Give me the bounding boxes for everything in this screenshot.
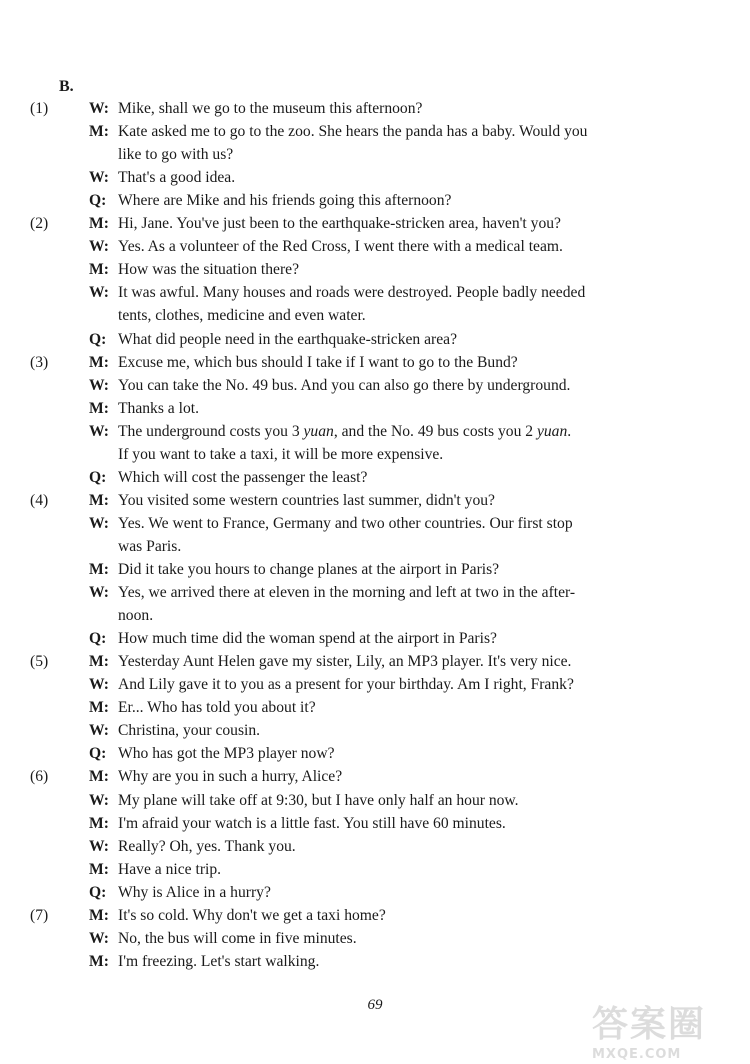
speaker-label: W:: [89, 722, 109, 740]
dialogue-text: noon.: [118, 607, 154, 625]
dialogue-number: (6): [30, 768, 49, 786]
speaker-label: M:: [89, 353, 109, 371]
dialogue-text: Have a nice trip.: [118, 860, 222, 878]
speaker-label: M:: [89, 491, 109, 509]
dialogue-text: How was the situation there?: [118, 261, 300, 279]
dialogue-text: It was awful. Many houses and roads were destroyed. People badly needed: [118, 284, 586, 302]
speaker-label: W:: [89, 100, 109, 117]
dialogue-number: (1): [30, 100, 49, 117]
dialogue-text: It's so cold. Why don't we get a taxi home?: [118, 906, 386, 924]
speaker-label: Q:: [89, 630, 107, 648]
dialogue-text: Who has got the MP3 player now?: [118, 745, 335, 763]
speaker-label: W:: [89, 284, 109, 302]
speaker-label: M:: [89, 699, 109, 717]
watermark-logo: [592, 996, 742, 1062]
dialogue-number: (2): [30, 215, 49, 233]
speaker-label: M:: [89, 768, 109, 786]
dialogue-number: (4): [30, 491, 49, 509]
speaker-label: W:: [89, 376, 109, 394]
dialogue-text: Yes. We went to France, Germany and two other countries. Our first stop: [118, 514, 573, 532]
dialogue-text: Christina, your cousin.: [118, 722, 261, 740]
speaker-label: W:: [89, 791, 109, 809]
dialogue-text: I'm afraid your watch is a little fast. You still have 60 minutes.: [118, 814, 506, 832]
dialogue-text: Er... Who has told you about it?: [118, 699, 316, 717]
speaker-label: Q:: [89, 192, 107, 210]
speaker-label: M:: [89, 952, 109, 970]
dialogue-text: You can take the No. 49 bus. And you can also go there by underground.: [118, 376, 571, 394]
speaker-label: M:: [89, 123, 109, 141]
dialogue-text: tents, clothes, medicine and even water.: [118, 307, 366, 325]
dialogue-number: (3): [30, 353, 49, 371]
speaker-label: Q:: [89, 330, 107, 348]
speaker-label: M:: [89, 860, 109, 878]
speaker-label: M:: [89, 261, 109, 279]
dialogue-text: was Paris.: [118, 537, 182, 555]
dialogue-text: My plane will take off at 9:30, but I have only half an hour now.: [118, 791, 519, 809]
dialogue-text: The underground costs you 3 yuan, and the No. 49 bus costs you 2 yuan.: [118, 422, 572, 440]
dialogue-number: (7): [30, 906, 49, 924]
dialogue-text: like to go with us?: [118, 146, 234, 164]
speaker-label: M:: [89, 653, 109, 671]
dialogue-text: You visited some western countries last summer, didn't you?: [118, 491, 495, 509]
dialogue-number: (5): [30, 653, 49, 671]
dialogue-text: If you want to take a taxi, it will be more expensive.: [118, 445, 444, 463]
dialogue-text: Mike, shall we go to the museum this afternoon?: [118, 100, 423, 117]
speaker-label: M:: [89, 399, 109, 417]
watermark-text: 答案圈: [592, 1004, 707, 1045]
speaker-label: Q:: [89, 745, 107, 763]
speaker-label: Q:: [89, 883, 107, 901]
speaker-label: Q:: [89, 468, 107, 486]
dialogue-text: Why are you in such a hurry, Alice?: [118, 768, 343, 786]
speaker-label: M:: [89, 215, 109, 233]
speaker-label: M:: [89, 561, 109, 578]
speaker-label: W:: [89, 676, 109, 694]
dialogue-text: Yes. As a volunteer of the Red Cross, I went there with a medical team.: [118, 238, 563, 256]
dialogue-text: That's a good idea.: [118, 169, 236, 187]
dialogue-text: How much time did the woman spend at the airport in Paris?: [118, 630, 497, 648]
dialogue-text: Thanks a lot.: [118, 399, 199, 417]
dialogue-text: I'm freezing. Let's start walking.: [118, 952, 320, 970]
dialogue-text: Yesterday Aunt Helen gave my sister, Lily, an MP3 player. It's very nice.: [118, 653, 572, 671]
speaker-label: W:: [89, 238, 109, 256]
dialogue-text: Which will cost the passenger the least?: [118, 468, 368, 486]
speaker-label: W:: [89, 837, 109, 855]
dialogue-text: What did people need in the earthquake-stricken area?: [118, 330, 457, 348]
dialogue-text: Did it take you hours to change planes at the airport in Paris?: [118, 561, 500, 578]
speaker-label: W:: [89, 584, 109, 602]
page-number: 69: [367, 997, 383, 1013]
speaker-label: W:: [89, 422, 109, 440]
speaker-label: M:: [89, 906, 109, 924]
dialogue-text: Hi, Jane. You've just been to the earthquake-stricken area, haven't you?: [118, 215, 561, 233]
speaker-label: W:: [89, 514, 109, 532]
speaker-label: W:: [89, 169, 109, 187]
speaker-label: M:: [89, 814, 109, 832]
dialogue-text: Really? Oh, yes. Thank you.: [118, 837, 296, 855]
dialogue-text: Yes, we arrived there at eleven in the morning and left at two in the after-: [118, 584, 576, 602]
dialogue-text: Why is Alice in a hurry?: [118, 883, 271, 901]
dialogue-text: Excuse me, which bus should I take if I want to go to the Bund?: [118, 353, 518, 371]
dialogue-text: Kate asked me to go to the zoo. She hears the panda has a baby. Would you: [118, 123, 588, 141]
dialogue-text: No, the bus will come in five minutes.: [118, 929, 357, 947]
dialogue-text: And Lily gave it to you as a present for your birthday. Am I right, Frank?: [118, 676, 574, 694]
dialogue-text: Where are Mike and his friends going this afternoon?: [118, 192, 452, 210]
section-label: B.: [59, 78, 74, 95]
speaker-label: W:: [89, 929, 109, 947]
watermark-url: MXQE.COM: [592, 1047, 682, 1062]
